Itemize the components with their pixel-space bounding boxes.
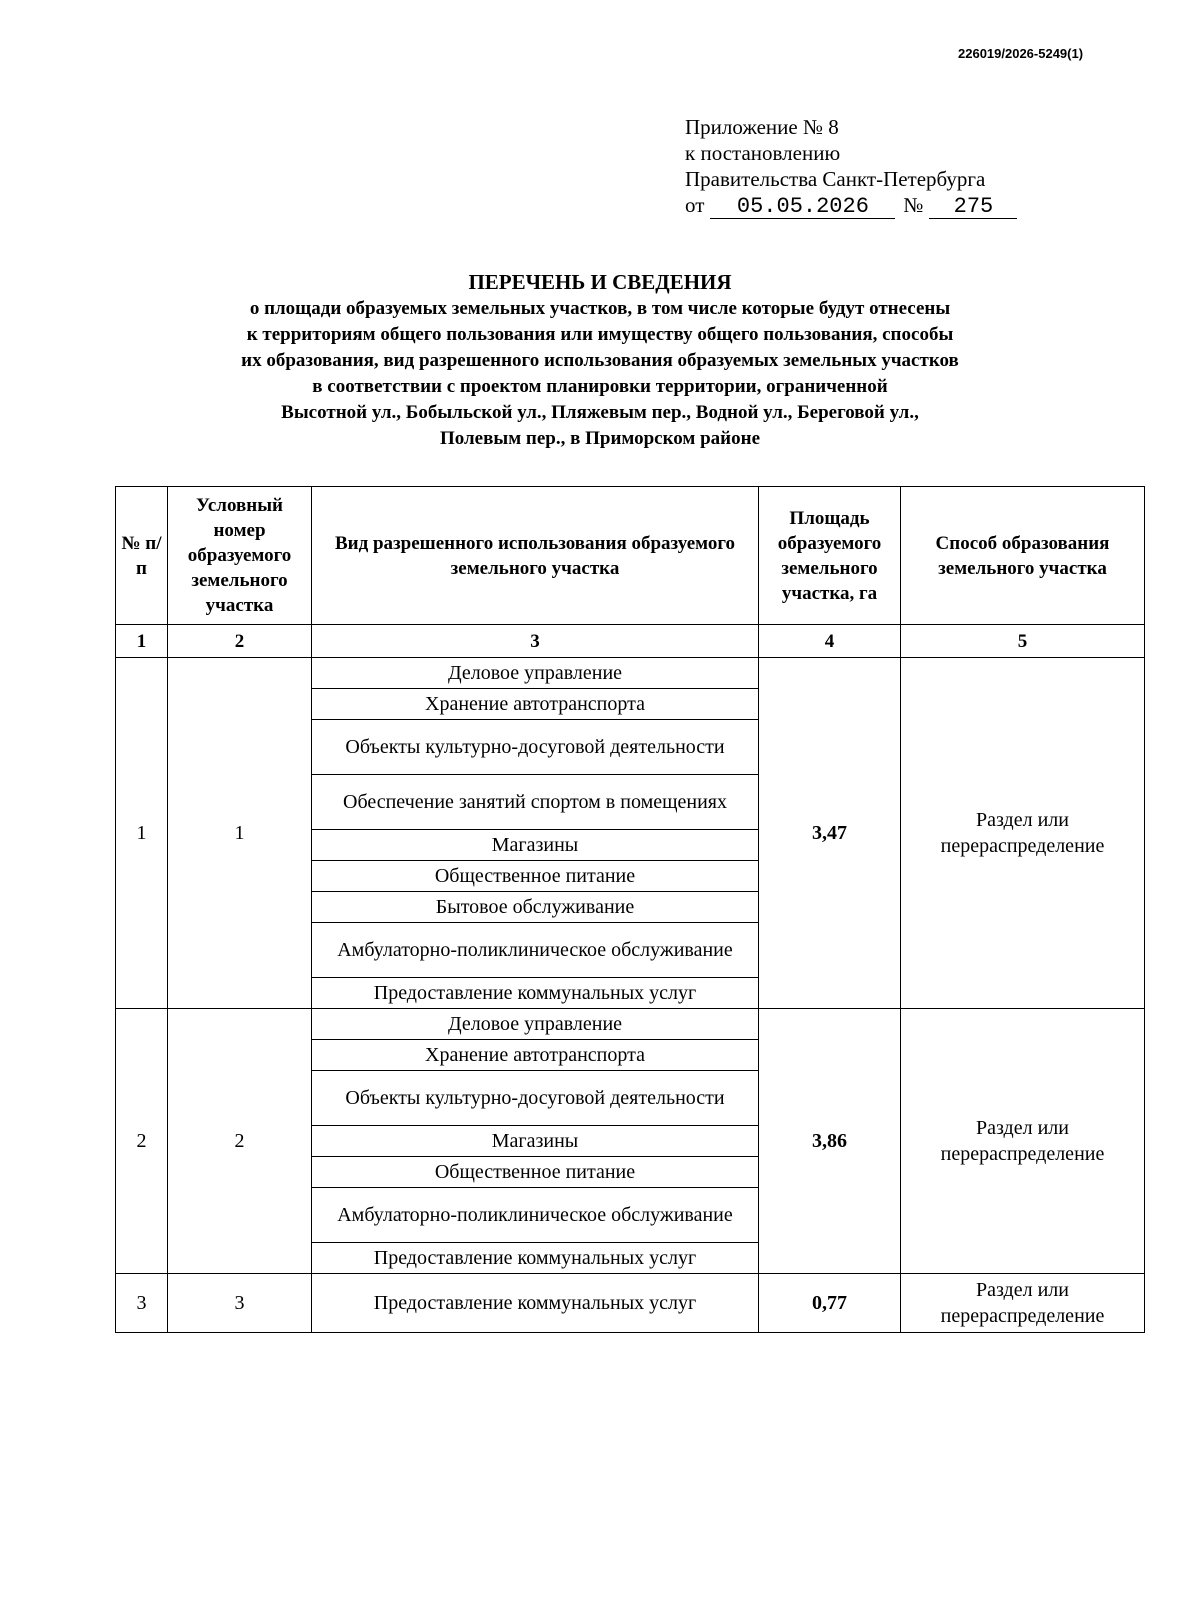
- table-row: [116, 1274, 1145, 1333]
- appendix-block: [685, 114, 1085, 219]
- title-line-6: Полевым пер., в Приморском районе: [439, 428, 761, 449]
- row-area: 3,86: [759, 1009, 901, 1274]
- header-area: Площадь образуемого земельного участка, га: [759, 487, 901, 625]
- permitted-use: Амбулаторно-поликлиническое обслуживание: [312, 923, 759, 978]
- permitted-use: Общественное питание: [312, 1157, 759, 1188]
- row-no: 2: [116, 1009, 168, 1274]
- column-number: 3: [312, 625, 759, 658]
- document-title: [100, 268, 1100, 452]
- header-permitted-use: Вид разрешенного использования образуемого земельного участка: [312, 487, 759, 625]
- column-numbers-row: [116, 625, 1145, 658]
- row-area: 3,47: [759, 658, 901, 1009]
- title-line-4: в соответствии с проектом планировки территории, ограниченной: [312, 376, 888, 397]
- permitted-use: Бытовое обслуживание: [312, 892, 759, 923]
- row-area: 0,77: [759, 1274, 901, 1333]
- permitted-use: Магазины: [312, 1126, 759, 1157]
- title-heading: ПЕРЕЧЕНЬ И СВЕДЕНИЯ: [468, 270, 732, 294]
- row-plot-number: 2: [168, 1009, 312, 1274]
- date-prefix: от: [685, 193, 705, 217]
- row-no: 3: [116, 1274, 168, 1333]
- appendix-resolution: к постановлению: [685, 141, 841, 165]
- header-no: № п/п: [116, 487, 168, 625]
- permitted-use: Предоставление коммунальных услуг: [312, 978, 759, 1009]
- row-formation-method: Раздел или перераспределение: [901, 658, 1145, 1009]
- permitted-use: Предоставление коммунальных услуг: [312, 1274, 759, 1333]
- header-plot-number: Условный номер образуемого земельного участка: [168, 487, 312, 625]
- land-plots-table: [115, 486, 1145, 1333]
- permitted-use: Магазины: [312, 830, 759, 861]
- permitted-use: Деловое управление: [312, 658, 759, 689]
- row-plot-number: 3: [168, 1274, 312, 1333]
- column-number: 2: [168, 625, 312, 658]
- permitted-use: Объекты культурно-досуговой деятельности: [312, 1071, 759, 1126]
- appendix-government: Правительства Санкт-Петербурга: [685, 167, 986, 191]
- row-plot-number: 1: [168, 658, 312, 1009]
- row-no: 1: [116, 658, 168, 1009]
- permitted-use: Амбулаторно-поликлиническое обслуживание: [312, 1188, 759, 1243]
- resolution-date: 05.05.2026: [710, 196, 895, 219]
- permitted-use: Обеспечение занятий спортом в помещениях: [312, 775, 759, 830]
- table-row: [116, 658, 1145, 689]
- column-number: 4: [759, 625, 901, 658]
- appendix-title: Приложение № 8: [685, 115, 839, 139]
- permitted-use: Хранение автотранспорта: [312, 689, 759, 720]
- title-line-2: к территориям общего пользования или имуществу общего пользования, способы: [246, 324, 954, 345]
- permitted-use: Деловое управление: [312, 1009, 759, 1040]
- registration-number: 226019/2026-5249(1): [958, 46, 1084, 61]
- table-header-row: [116, 487, 1145, 625]
- permitted-use: Предоставление коммунальных услуг: [312, 1243, 759, 1274]
- title-line-5: Высотной ул., Бобыльской ул., Пляжевым пер., Водной ул., Береговой ул.,: [281, 402, 919, 423]
- title-line-1: о площади образуемых земельных участков, в том числе которые будут отнесены: [249, 298, 951, 319]
- column-number: 1: [116, 625, 168, 658]
- row-formation-method: Раздел или перераспределение: [901, 1009, 1145, 1274]
- number-prefix: №: [903, 193, 924, 217]
- row-formation-method: Раздел или перераспределение: [901, 1274, 1145, 1333]
- header-formation-method: Способ образования земельного участка: [901, 487, 1145, 625]
- permitted-use: Общественное питание: [312, 861, 759, 892]
- appendix-date-line: [685, 192, 1085, 219]
- permitted-use: Хранение автотранспорта: [312, 1040, 759, 1071]
- resolution-number: 275: [929, 196, 1017, 219]
- column-number: 5: [901, 625, 1145, 658]
- table-row: [116, 1009, 1145, 1040]
- title-line-3: их образования, вид разрешенного использования образуемых земельных участков: [241, 350, 959, 371]
- permitted-use: Объекты культурно-досуговой деятельности: [312, 720, 759, 775]
